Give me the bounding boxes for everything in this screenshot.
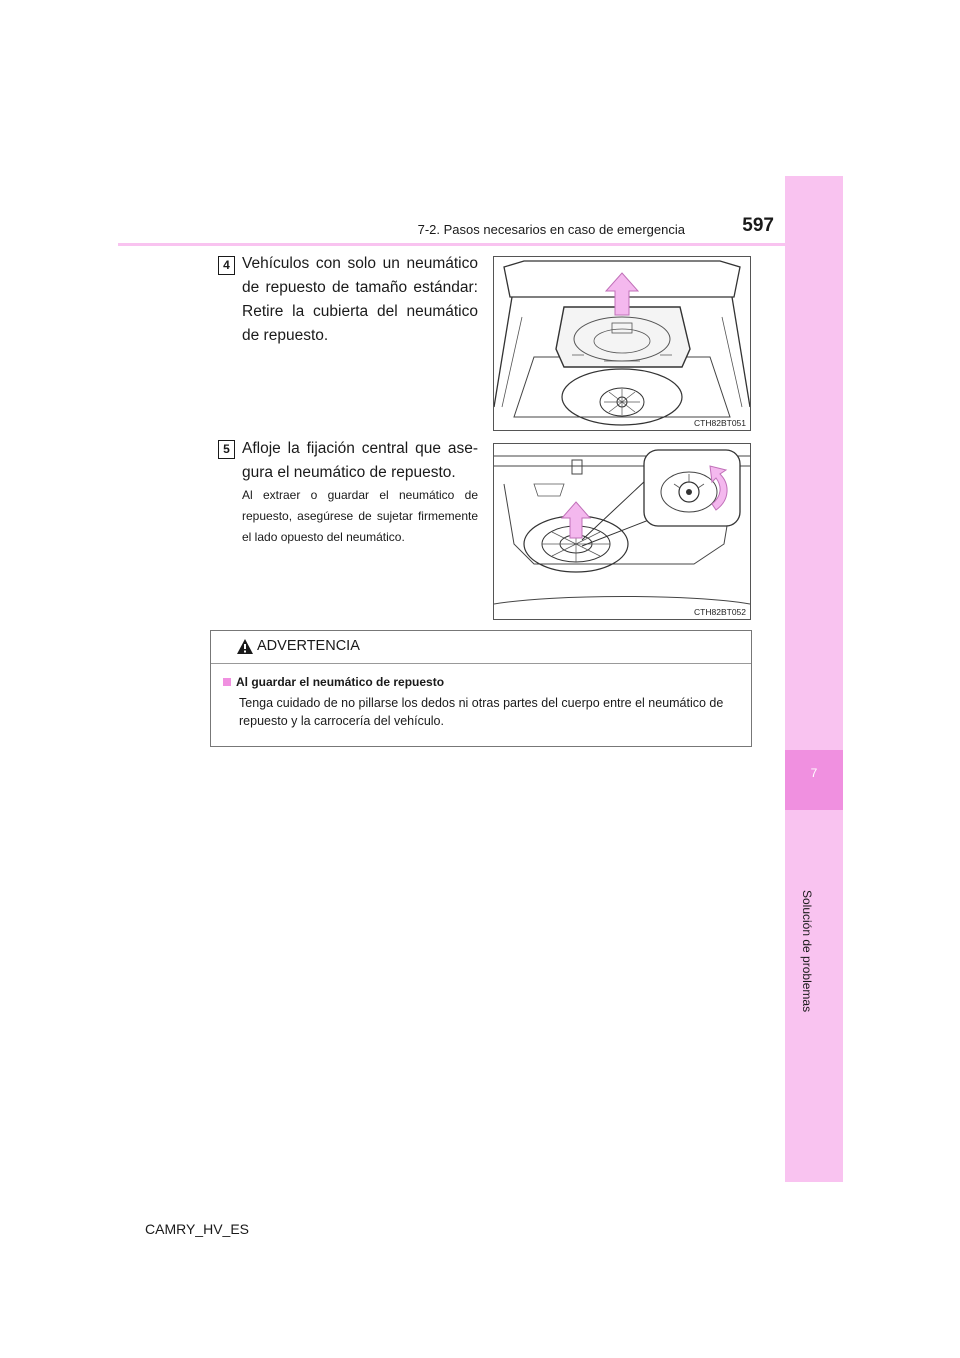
chapter-title: Solución de problemas	[800, 890, 814, 1013]
step-4-text: Vehículos con solo un neumático de repuesto de tamaño estándar: Retire la cubierta del neumático de repuesto.	[242, 255, 478, 344]
step-number-4: 4	[218, 256, 235, 275]
warning-subtitle	[223, 675, 444, 689]
header-rule	[118, 243, 785, 246]
warning-label: ADVERTENCIA	[257, 638, 360, 654]
step-number-5: 5	[218, 440, 235, 459]
figure-center-fastener	[493, 443, 751, 620]
warning-header	[211, 631, 751, 664]
warning-subtitle-text: Al guardar el neumático de repuesto	[236, 675, 445, 689]
trunk-cover-illustration	[494, 257, 750, 430]
chapter-number-tab	[785, 750, 843, 810]
figure-code: CTH82BT052	[694, 607, 746, 617]
step-5-text: Afloje la fijación central que asegura el neumático de repuesto.	[242, 440, 478, 481]
chapter-number: 7	[810, 766, 818, 780]
section-title: 7-2. Pasos necesarios en caso de emergencia	[417, 222, 685, 237]
warning-body: Tenga cuidado de no pillarse los dedos ni otras partes del cuerpo entre el neumático de repuesto y la carrocería del vehículo.	[239, 696, 724, 728]
warning-box	[210, 630, 752, 747]
page-number: 597	[742, 215, 774, 236]
fastener-illustration	[494, 444, 750, 619]
chapter-side-tab	[785, 176, 843, 1182]
figure-trunk-cover	[493, 256, 751, 431]
step-5-note: Al extraer o guardar el neumático de repuesto, asegúrese de sujetar firmemente el lado opuesto del neumático.	[242, 488, 478, 544]
square-bullet-icon	[223, 678, 231, 686]
warning-triangle-icon	[236, 638, 254, 655]
figure-code: CTH82BT051	[694, 418, 746, 428]
footer-model: CAMRY_HV_ES	[145, 1221, 250, 1237]
